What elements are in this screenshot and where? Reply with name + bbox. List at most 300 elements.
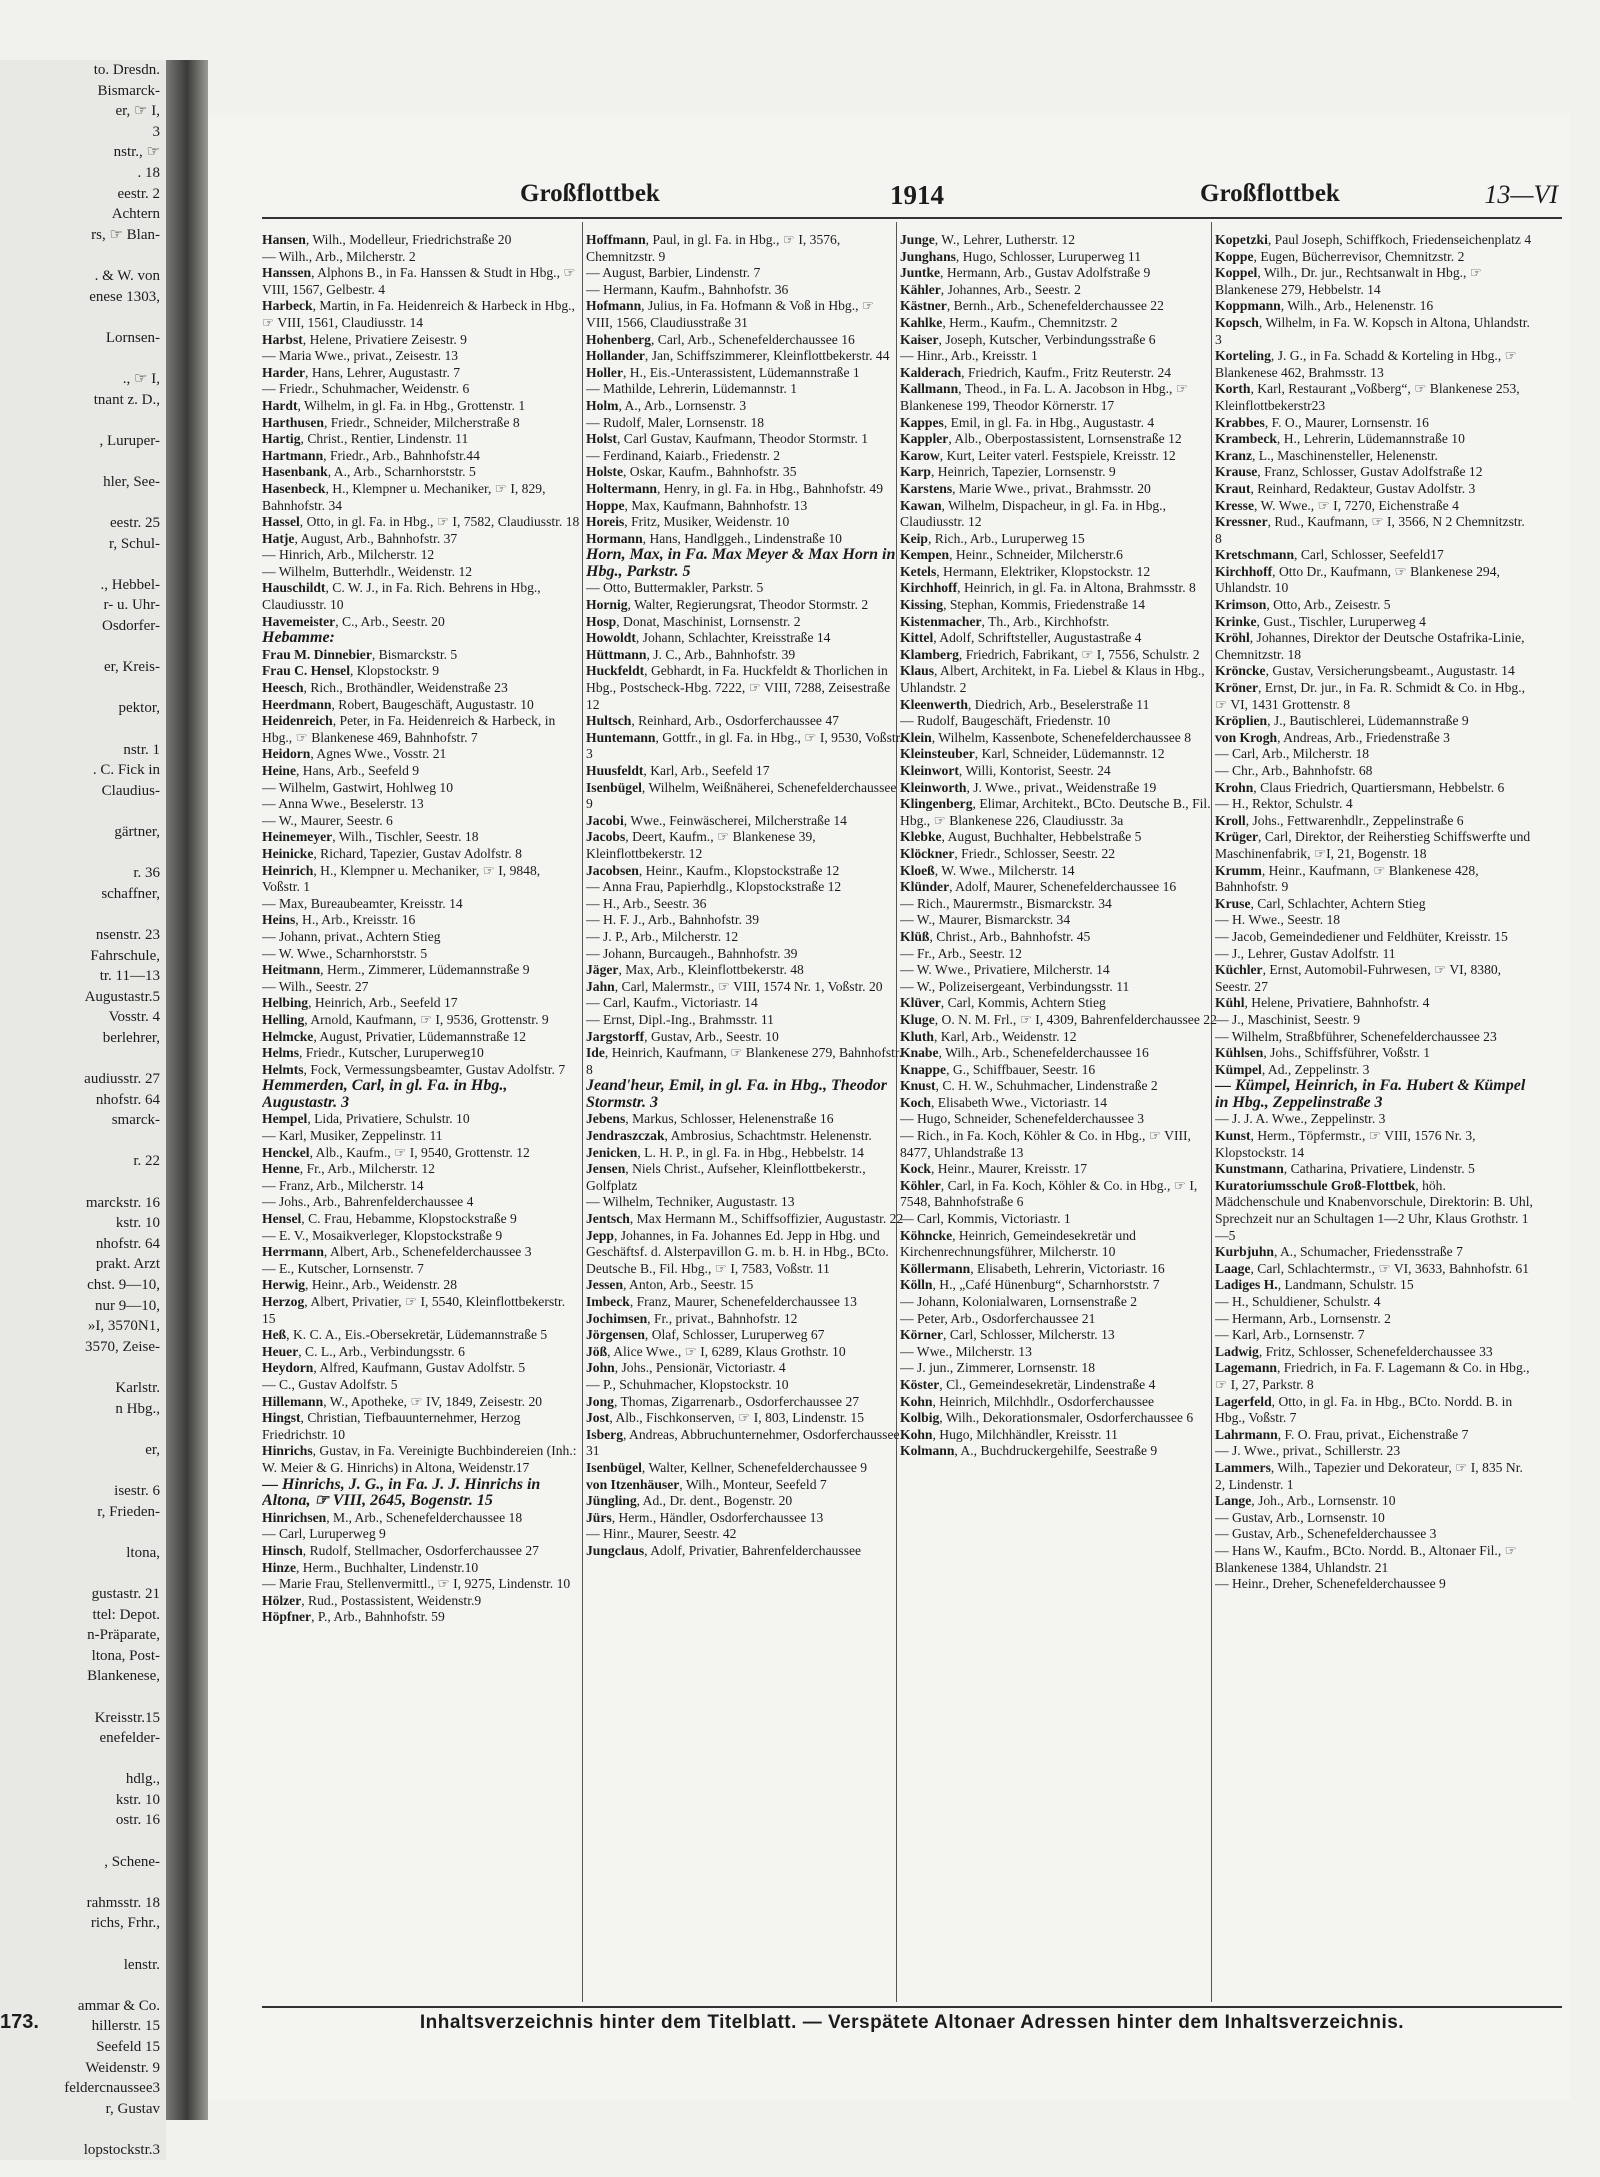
left-page-line: gärtner, [114, 823, 160, 840]
directory-entry: — Rudolf, Baugeschäft, Friedenstr. 10 [900, 713, 1111, 729]
directory-entry: Hohenberg, Carl, Arb., Schenefelderchaussee 16 [586, 331, 855, 347]
directory-entry: — H., Schuldiener, Schulstr. 4 [1215, 1294, 1381, 1309]
left-page-line: er, [145, 1441, 160, 1458]
directory-entry: Havemeister, C., Arb., Seestr. 20 [262, 613, 445, 629]
directory-entry: Krüger, Carl, Direktor, der Reiherstieg Schiffswerfte und Maschinenfabrik, ☞I, 21, Bogenstr. 18 [1215, 829, 1531, 861]
directory-entry: Lammers, Wilh., Tapezier und Dekorateur, ☞ I, 835 Nr. 2, Lindenstr. 1 [1215, 1459, 1523, 1492]
directory-entry: — Carl, Luruperweg 9 [262, 1526, 386, 1542]
left-page-line: , Luruper- [99, 432, 160, 449]
directory-entry: — H., Rektor, Schulstr. 4 [1215, 796, 1353, 812]
directory-entry: Hinsch, Rudolf, Stellmacher, Osdorferchaussee 27 [262, 1542, 539, 1558]
left-page-line [0, 348, 166, 369]
directory-entry: Jacobsen, Heinr., Kaufm., Klopstockstraße 12 [586, 862, 840, 878]
directory-entry: — Rich., in Fa. Koch, Köhler & Co. in Hbg., ☞ VIII, 8477, Uhlandstraße 13 [900, 1128, 1191, 1160]
directory-entry: Isenbügel, Walter, Kellner, Schenefelderchaussee 9 [586, 1459, 868, 1475]
left-page-line [0, 719, 166, 740]
left-page-line: r, Schul- [108, 535, 160, 552]
directory-entry: Krumm, Heinr., Kaufmann, ☞ Blankenese 428, Bahnhofstr. 9 [1215, 862, 1479, 895]
directory-entry: — Carl, Kaufm., Victoriastr. 14 [586, 995, 758, 1011]
directory-entry: Hardt, Wilhelm, in gl. Fa. in Hbg., Grottenstr. 1 [262, 397, 526, 413]
directory-entry: — Chr., Arb., Bahnhofstr. 68 [1215, 763, 1373, 778]
directory-entry: Kranz, L., Maschinensteller, Helenenstr. [1215, 447, 1438, 463]
left-page-number: 173. [0, 2011, 39, 2033]
directory-entry: Jacobi, Wwe., Feinwäscherei, Milcherstraße 14 [586, 812, 847, 828]
directory-entry: — Marie Frau, Stellenvermittl., ☞ I, 9275, Lindenstr. 10 [262, 1576, 571, 1592]
directory-column-3 [900, 232, 1218, 1952]
left-page-line: ltona, [126, 1544, 160, 1561]
left-page-line: nstr. 1 [123, 741, 160, 758]
directory-entry: Klamberg, Friedrich, Fabrikant, ☞ I, 7556, Schulstr. 2 [900, 646, 1200, 662]
directory-entry: Hultsch, Reinhard, Arb., Osdorferchaussee 47 [586, 713, 839, 729]
directory-entry: Kohn, Hugo, Milchhändler, Kreisstr. 11 [900, 1426, 1118, 1442]
directory-entry: Hofmann, Julius, in Fa. Hofmann & Voß in Hbg., ☞ VIII, 1566, Claudiusstraße 31 [586, 298, 875, 330]
directory-entry: — Fr., Arb., Seestr. 12 [900, 945, 1022, 961]
directory-entry: Kempen, Heinr., Schneider, Milcherstr.6 [900, 547, 1123, 563]
directory-entry: Imbeck, Franz, Maurer, Schenefelderchaussee 13 [586, 1294, 857, 1309]
directory-entry: — Wilhelm, Straßbführer, Schenefelderchaussee 23 [1215, 1028, 1497, 1044]
directory-entry: Harbst, Helene, Privatiere Zeisestr. 9 [262, 331, 467, 347]
left-page-line: r- u. Uhr- [103, 597, 160, 614]
left-page-line: r, Frieden- [97, 1503, 160, 1520]
left-page-line: rahmsstr. 18 [86, 1894, 160, 1911]
directory-entry: — Hinrichs, J. G., in Fa. J. J. Hinrichs in Altona, ☞ VIII, 2645, Bogenstr. 15 [262, 1475, 541, 1510]
directory-entry: Karstens, Marie Wwe., privat., Brahmsstr. 20 [900, 480, 1151, 496]
directory-entry: — August, Barbier, Lindenstr. 7 [586, 265, 761, 281]
directory-entry: Kock, Heinr., Maurer, Kreisstr. 17 [900, 1161, 1088, 1177]
left-page-line: 3570, Zeise- [85, 1338, 160, 1355]
left-page-line: 3 [152, 123, 160, 140]
directory-entry: Huntemann, Gottfr., in gl. Fa. in Hbg., ☞ I, 9530, Voßstr. 3 [586, 729, 903, 762]
left-page-line: Karlstr. [115, 1380, 160, 1396]
directory-entry: Harbeck, Martin, in Fa. Heidenreich & Harbeck in Hbg., ☞ VIII, 1561, Claudiusstr. 14 [262, 298, 575, 330]
directory-entry: Heesch, Rich., Brothändler, Weidenstraße 23 [262, 680, 508, 696]
directory-entry: Kaiser, Joseph, Kutscher, Verbindungsstraße 6 [900, 331, 1156, 347]
header-year: 1914 [890, 180, 944, 210]
left-page-line: nhofstr. 64 [95, 1091, 160, 1108]
directory-entry: Hasenbank, A., Arb., Scharnhorststr. 5 [262, 464, 476, 480]
directory-entry: — W. Wwe., Scharnhorststr. 5 [262, 945, 428, 961]
left-page-line: lenstr. [123, 1956, 160, 1973]
left-page-line: enefelder- [99, 1730, 160, 1747]
directory-entry: Kallmann, Theod., in Fa. L. A. Jacobson in Hbg., ☞ Blankenese 199, Theodor Körnerstr. 17 [900, 381, 1188, 413]
directory-entry: Lange, Joh., Arb., Lornsenstr. 10 [1215, 1493, 1396, 1509]
left-page-line: eestr. 25 [110, 515, 160, 532]
left-page-line: ., Hebbel- [100, 576, 160, 593]
directory-entry: Hansen, Wilh., Modelleur, Friedrichstraße 20 [262, 232, 512, 247]
left-page-line [0, 678, 166, 699]
directory-entry: Kappes, Emil, in gl. Fa. in Hbg., Augustastr. 4 [900, 414, 1155, 430]
left-page-line: pektor, [118, 700, 160, 717]
directory-entry: — W., Maurer, Bismarckstr. 34 [900, 912, 1071, 928]
directory-entry: Jong, Thomas, Zigarrenarb., Osdorferchaussee 27 [586, 1393, 860, 1409]
left-page-line [0, 451, 166, 472]
directory-entry: Hensel, C. Frau, Hebamme, Klopstockstraße 9 [262, 1211, 517, 1227]
directory-entry: Kohn, Heinrich, Milchhdlr., Osdorferchaussee [900, 1393, 1155, 1409]
directory-entry: Hinze, Herm., Buchhalter, Lindenstr.10 [262, 1559, 479, 1575]
directory-entry: Jahn, Carl, Malermstr., ☞ VIII, 1574 Nr. 1, Voßstr. 20 [586, 978, 883, 994]
directory-entry: Ladiges H., Landmann, Schulstr. 15 [1215, 1277, 1414, 1293]
left-page-line [0, 1872, 166, 1893]
directory-entry: Kruse, Carl, Schlachter, Achtern Stieg [1215, 895, 1426, 911]
directory-entry: Henckel, Alb., Kaufm., ☞ I, 9540, Grottenstr. 12 [262, 1144, 530, 1160]
left-page-line: Kreisstr.15 [94, 1709, 160, 1726]
left-page-line [0, 492, 166, 513]
directory-entry: Küchler, Ernst, Automobil-Fuhrwesen, ☞ VI, 8380, Seestr. 27 [1215, 962, 1502, 994]
left-page-line: r, Gustav [105, 2100, 160, 2117]
directory-entry: Kolbig, Wilh., Dekorationsmaler, Osdorferchaussee 6 [900, 1410, 1194, 1426]
left-page-line: kstr. 10 [115, 1215, 160, 1232]
left-page-line: Lornsen- [105, 329, 160, 346]
directory-entry: — Carl, Arb., Milcherstr. 18 [1215, 746, 1370, 762]
left-page-line [0, 410, 166, 431]
left-page-line: . C. Fick in [92, 762, 160, 779]
directory-entry: Köhler, Carl, in Fa. Koch, Köhler & Co. in Hbg., ☞ I, 7548, Bahnhofstraße 6 [900, 1177, 1198, 1210]
directory-entry: Kolmann, A., Buchdruckergehilfe, Seestraße 9 [900, 1443, 1158, 1459]
book-gutter [166, 60, 208, 2120]
left-page-fragment [0, 60, 166, 2160]
directory-entry: Heuer, C. L., Arb., Verbindungsstr. 6 [262, 1343, 465, 1359]
directory-entry: — Hermann, Kaufm., Bahnhofstr. 36 [586, 281, 789, 297]
directory-entry: Jendraszczak, Ambrosius, Schachtmstr. Helenenstr. [586, 1128, 872, 1144]
left-page-line [0, 1522, 166, 1543]
left-page-line [0, 637, 166, 658]
directory-entry: Kawan, Wilhelm, Dispacheur, in gl. Fa. in Hbg., Claudiusstr. 12 [900, 497, 1166, 530]
directory-entry: Helmcke, August, Privatier, Lüdemannstraße 12 [262, 1028, 527, 1044]
directory-entry: Hollander, Jan, Schiffszimmerer, Kleinflottbekerstr. 44 [586, 348, 890, 364]
directory-entry: — Jacob, Gemeindediener und Feldhüter, Kreisstr. 15 [1215, 928, 1508, 944]
directory-entry: Jürs, Herm., Händler, Osdorferchaussee 13 [586, 1509, 824, 1525]
left-page-line: prakt. Arzt [95, 1256, 160, 1273]
directory-entry: — Rich., Maurermstr., Bismarckstr. 34 [900, 895, 1112, 911]
directory-entry: — Ferdinand, Kaiarb., Friedenstr. 2 [586, 447, 781, 463]
directory-entry: Helbing, Heinrich, Arb., Seefeld 17 [262, 995, 458, 1011]
left-page-line: hler, See- [103, 473, 160, 490]
directory-entry: Herrmann, Albert, Arb., Schenefelderchaussee 3 [262, 1244, 532, 1260]
left-page-line: ttel: Depot. [92, 1606, 160, 1623]
directory-entry: Kleenwerth, Diedrich, Arb., Beselerstraße 11 [900, 696, 1150, 712]
directory-entry: Ide, Heinrich, Kaufmann, ☞ Blankenese 279, Bahnhofstr. 8 [586, 1045, 903, 1077]
directory-entry: Hartig, Christ., Rentier, Lindenstr. 11 [262, 431, 469, 447]
directory-entry: Helling, Arnold, Kaufmann, ☞ I, 9536, Grottenstr. 9 [262, 1011, 549, 1027]
directory-entry: Kittel, Adolf, Schriftsteller, Augustastraße 4 [900, 630, 1142, 646]
directory-entry: — J. jun., Zimmerer, Lornsenstr. 18 [900, 1360, 1096, 1376]
directory-entry: — Friedr., Schuhmacher, Weidenstr. 6 [262, 381, 470, 397]
directory-entry: Krause, Franz, Schlosser, Gustav Adolfstraße 12 [1215, 464, 1483, 480]
directory-entry: Kölln, H., „Café Hünenburg“, Scharnhorststr. 7 [900, 1277, 1160, 1293]
directory-entry: Hüttmann, J. C., Arb., Bahnhofstr. 39 [586, 646, 796, 662]
left-page-line: eestr. 2 [117, 185, 160, 202]
directory-entry: Jensen, Niels Christ., Aufseher, Kleinflottbekerstr., Golfplatz [586, 1161, 866, 1193]
left-page-line: Weidenstr. 9 [85, 2059, 160, 2076]
left-page-line: Osdorfer- [101, 618, 160, 635]
directory-entry: Kröplien, J., Bautischlerei, Lüdemannstraße 9 [1215, 713, 1469, 729]
left-page-line: nur 9—10, [95, 1297, 160, 1314]
left-page-line: audiusstr. 27 [84, 1071, 160, 1088]
directory-entry: — Mathilde, Lehrerin, Lüdemannstr. 1 [586, 381, 798, 397]
directory-entry: — W. Wwe., Privatiere, Milcherstr. 14 [900, 962, 1110, 978]
directory-entry: Horeis, Fritz, Musiker, Weidenstr. 10 [586, 514, 790, 530]
directory-entry: — Hinr., Maurer, Seestr. 42 [586, 1526, 737, 1542]
left-page-line: er, ☞ I, [115, 103, 160, 120]
directory-entry: — Max, Bureaubeamter, Kreisstr. 14 [262, 895, 463, 911]
left-page-line: Seefeld 15 [96, 2039, 160, 2055]
directory-entry: Koppe, Eugen, Bücherrevisor, Chemnitzstr. 2 [1215, 248, 1465, 264]
directory-entry: Hornig, Walter, Regierungsrat, Theodor Stormstr. 2 [586, 597, 869, 613]
directory-entry: — Wilh., Seestr. 27 [262, 978, 369, 994]
directory-entry: Körner, Carl, Schlosser, Milcherstr. 13 [900, 1327, 1115, 1343]
left-page-line: kstr. 10 [115, 1791, 160, 1808]
directory-entry: Kappler, Alb., Oberpostassistent, Lornsenstraße 12 [900, 431, 1182, 447]
directory-entry: Isenbügel, Wilhelm, Weißnäherei, Schenefelderchaussee 9 [586, 779, 897, 812]
directory-entry: Ketels, Hermann, Elektriker, Klopstockstr. 12 [900, 563, 1151, 579]
left-page-line [0, 1687, 166, 1708]
directory-entry: Kühlsen, Johs., Schiffsführer, Voßstr. 1 [1215, 1045, 1431, 1061]
directory-entry: Kleinworth, J. Wwe., privat., Weidenstraße 19 [900, 779, 1157, 795]
directory-entry: Kretschmann, Carl, Schlosser, Seefeld17 [1215, 547, 1444, 563]
left-page-line: Fahrschule, [90, 947, 160, 964]
left-page-line: ltona, Post- [91, 1647, 160, 1664]
directory-entry: Klein, Wilhelm, Kassenbote, Schenefelderchaussee 8 [900, 729, 1192, 745]
directory-entry: Hartmann, Friedr., Arb., Bahnhofstr.44 [262, 447, 480, 463]
directory-column-1 [262, 232, 580, 1952]
directory-entry: Lahrmann, F. O. Frau, privat., Eichenstraße 7 [1215, 1426, 1469, 1442]
left-page-line: nhofstr. 64 [95, 1235, 160, 1252]
directory-entry: Kistenmacher, Th., Arb., Kirchhofstr. [900, 613, 1110, 629]
directory-entry: — P., Schuhmacher, Klopstockstr. 10 [586, 1376, 789, 1392]
directory-entry: — Gustav, Arb., Lornsenstr. 10 [1215, 1509, 1385, 1525]
left-page-line [0, 1419, 166, 1440]
directory-entry: — Wilhelm, Techniker, Augustastr. 13 [586, 1194, 795, 1210]
left-page-line: ., ☞ I, [122, 370, 160, 387]
directory-entry: Kunst, Herm., Töpfermstr., ☞ VIII, 1576 Nr. 3, Klopstockstr. 14 [1215, 1128, 1476, 1160]
directory-entry: Kümpel, Ad., Zeppelinstr. 3 [1215, 1061, 1370, 1077]
directory-entry: Krinke, Gust., Tischler, Luruperweg 4 [1215, 613, 1426, 629]
left-page-line: ammar & Co. [77, 1997, 160, 2014]
left-page-line [0, 245, 166, 266]
directory-entry: Holtermann, Henry, in gl. Fa. in Hbg., Bahnhofstr. 49 [586, 480, 884, 496]
directory-entry: Heinrich, H., Klempner u. Mechaniker, ☞ I, 9848, Voßstr. 1 [262, 862, 541, 895]
directory-entry: Krimson, Otto, Arb., Zeisestr. 5 [1215, 597, 1391, 613]
left-page-line: rs, ☞ Blan- [91, 226, 160, 243]
directory-entry: Jebens, Markus, Schlosser, Helenenstraße 16 [586, 1111, 834, 1127]
directory-entry: Frau C. Hensel, Klopstockstr. 9 [262, 663, 440, 679]
directory-entry: Henne, Fr., Arb., Milcherstr. 12 [262, 1161, 435, 1177]
left-page-line [0, 843, 166, 864]
directory-entry: — Hans W., Kaufm., BCto. Nordd. B., Altonaer Fil., ☞ Blankenese 1384, Uhlandstr. 21 [1215, 1542, 1517, 1575]
directory-entry: Laage, Carl, Schlachtermstr., ☞ VI, 3633, Bahnhofstr. 61 [1215, 1260, 1529, 1276]
directory-entry: Kuratoriumsschule Groß-Flottbek, höh. Mädchenschule und Knabenvorschule, Direktorin: B. Uhl, Sprechzeit nur an Schultagen 1—2 Uhr, Klaus Grothstr. 1—5 [1215, 1177, 1533, 1243]
directory-entry: Helmts, Fock, Vermessungsbeamter, Gustav Adolfstr. 7 [262, 1061, 566, 1077]
directory-entry: Heydorn, Alfred, Kaufmann, Gustav Adolfstr. 5 [262, 1360, 526, 1376]
directory-entry: Höpfner, P., Arb., Bahnhofstr. 59 [262, 1609, 445, 1625]
directory-entry: Krohn, Claus Friedrich, Quartiersmann, Hebbelstr. 6 [1215, 779, 1505, 795]
directory-entry: Klingenberg, Elimar, Architekt., BCto. Deutsche B., Fil. Hbg., ☞ Blankenese 226, Claudiusstr. 3a [900, 796, 1211, 828]
directory-entry: — Franz, Arb., Milcherstr. 14 [262, 1177, 424, 1193]
left-page-line: berlehrer, [102, 1029, 160, 1046]
left-page-line [0, 1934, 166, 1955]
directory-entry: Heidenreich, Peter, in Fa. Heidenreich & Harbeck, in Hbg., ☞ Blankenese 469, Bahnhofstr. 7 [262, 713, 556, 745]
directory-entry: — Hinr., Arb., Kreisstr. 1 [900, 348, 1038, 364]
directory-entry: Hinrichsen, M., Arb., Schenefelderchaussee 18 [262, 1509, 523, 1525]
directory-entry: Jessen, Anton, Arb., Seestr. 15 [586, 1277, 754, 1293]
directory-entry: Hölzer, Rud., Postassistent, Weidenstr.9 [262, 1592, 482, 1608]
directory-entry: — Wwe., Milcherstr. 13 [900, 1343, 1032, 1359]
directory-entry: Herzog, Albert, Privatier, ☞ I, 5540, Kleinflottbekerstr. 15 [262, 1294, 566, 1326]
directory-entry: Frau M. Dinnebier, Bismarckstr. 5 [262, 646, 458, 662]
directory-entry: Heitmann, Herm., Zimmerer, Lüdemannstraße 9 [262, 962, 530, 978]
left-page-line: enese 1303, [89, 288, 160, 305]
directory-entry: Klöckner, Friedr., Schlosser, Seestr. 22 [900, 845, 1116, 861]
directory-entry: — J., Lehrer, Gustav Adolfstr. 11 [1215, 945, 1396, 961]
directory-entry: Klaus, Albert, Architekt, in Fa. Liebel & Klaus in Hbg., Uhlandstr. 2 [900, 663, 1205, 696]
left-page-line: tr. 11—13 [99, 968, 160, 985]
left-page-line [0, 1563, 166, 1584]
left-page-line: Augustastr.5 [84, 988, 160, 1005]
directory-entry: — E., Kutscher, Lornsenstr. 7 [262, 1260, 424, 1276]
directory-entry: — Kümpel, Heinrich, in Fa. Hubert & Kümpel in Hbg., Zeppelinstraße 3 [1215, 1077, 1526, 1111]
directory-entry: — Gustav, Arb., Schenefelderchaussee 3 [1215, 1526, 1437, 1542]
directory-entry: Holste, Oskar, Kaufm., Bahnhofstr. 35 [586, 464, 797, 480]
directory-entry: Hauschildt, C. W. J., in Fa. Rich. Behrens in Hbg., Claudiusstr. 10 [262, 580, 541, 613]
left-page-line: smarck- [111, 1112, 160, 1129]
page-number: 13—VI [1484, 180, 1558, 209]
left-page-line [0, 1049, 166, 1070]
directory-entry: — H. Wwe., Seestr. 18 [1215, 912, 1341, 928]
directory-entry: Holm, A., Arb., Lornsenstr. 3 [586, 397, 747, 413]
directory-entry: Jargstorff, Gustav, Arb., Seestr. 10 [586, 1028, 779, 1044]
header-left-title: Großflottbek [520, 180, 660, 207]
directory-entry: Knust, C. H. W., Schuhmacher, Lindenstraße 2 [900, 1078, 1158, 1094]
directory-entry: — Johann, privat., Achtern Stieg [262, 928, 441, 944]
directory-entry: — Rudolf, Maler, Lornsenstr. 18 [586, 414, 765, 430]
directory-entry: Hoffmann, Paul, in gl. Fa. in Hbg., ☞ I, 3576, Chemnitzstr. 9 [586, 232, 841, 264]
directory-entry: Kähler, Johannes, Arb., Seestr. 2 [900, 281, 1081, 297]
left-page-line: . & W. von [94, 267, 160, 284]
left-page-line: nsenstr. 23 [95, 926, 160, 943]
directory-entry: — E. V., Mosaikverleger, Klopstockstraße 9 [262, 1227, 503, 1243]
directory-entry: — Hermann, Arb., Lornsenstr. 2 [1215, 1310, 1391, 1326]
directory-entry: Heinicke, Richard, Tapezier, Gustav Adolfstr. 8 [262, 845, 522, 861]
directory-entry: Kurbjuhn, A., Schumacher, Friedensstraße 7 [1215, 1244, 1463, 1260]
left-page-line: Blankenese, [87, 1668, 160, 1685]
left-page-line [0, 1172, 166, 1193]
directory-entry: Keip, Rich., Arb., Luruperweg 15 [900, 530, 1085, 546]
directory-entry: Köhncke, Heinrich, Gemeindesekretär und Kirchenrechnungsführer, Milcherstr. 10 [900, 1227, 1136, 1260]
directory-entry: Hatje, August, Arb., Bahnhofstr. 37 [262, 530, 458, 546]
directory-entry: Horn, Max, in Fa. Max Meyer & Max Horn in Hbg., Parkstr. 5 [586, 546, 896, 580]
directory-entry: — W., Polizeisergeant, Verbindungsstr. 11 [900, 978, 1130, 994]
directory-entry: Lagemann, Friedrich, in Fa. F. Lagemann & Co. in Hbg., ☞ I, 27, Parkstr. 8 [1215, 1360, 1530, 1392]
directory-entry: — Anna Wwe., Beselerstr. 13 [262, 796, 424, 812]
directory-entry: Kopsch, Wilhelm, in Fa. W. Kopsch in Altona, Uhlandstr. 3 [1215, 314, 1530, 347]
directory-entry: Heß, K. C. A., Eis.-Obersekretär, Lüdemannstraße 5 [262, 1327, 548, 1343]
directory-entry: Hinrichs, Gustav, in Fa. Vereinigte Buchbindereien (Inh.: W. Meier & G. Hinrichs) in Altona, Weidenstr.17 [262, 1443, 577, 1475]
directory-entry: Kunstmann, Catharina, Privatiere, Lindenstr. 5 [1215, 1161, 1475, 1177]
directory-entry: Jungclaus, Adolf, Privatier, Bahrenfelderchaussee [586, 1542, 862, 1558]
directory-entry: Klüver, Carl, Kommis, Achtern Stieg [900, 995, 1106, 1011]
directory-entry: von Krogh, Andreas, Arb., Friedenstraße 3 [1215, 729, 1450, 745]
column-divider [582, 222, 583, 2002]
directory-column-4 [1215, 232, 1533, 1952]
left-page-line: ostr. 16 [115, 1812, 160, 1829]
directory-entry: Kirchhoff, Heinrich, in gl. Fa. in Altona, Brahmsstr. 8 [900, 580, 1196, 596]
directory-entry: Jüngling, Ad., Dr. dent., Bogenstr. 20 [586, 1493, 793, 1509]
directory-entry: Harthusen, Friedr., Schneider, Milcherstraße 8 [262, 414, 520, 430]
directory-column-2 [586, 232, 904, 1952]
directory-entry: Köllermann, Elisabeth, Lehrerin, Victoriastr. 16 [900, 1260, 1165, 1276]
directory-entry: Kroll, Johs., Fettwarenhdlr., Zeppelinstraße 6 [1215, 812, 1464, 828]
left-page-line: isestr. 6 [114, 1482, 160, 1499]
left-page-line [0, 1131, 166, 1152]
directory-entry: Kirchhoff, Otto Dr., Kaufmann, ☞ Blankenese 294, Uhlandstr. 10 [1215, 563, 1500, 596]
directory-entry: Kopetzki, Paul Joseph, Schiffkoch, Friedenseichenplatz 4 [1215, 232, 1532, 247]
directory-entry: — Anna Frau, Papierhdlg., Klopstockstraße 12 [586, 879, 842, 895]
directory-entry: Korteling, J. G., in Fa. Schadd & Korteling in Hbg., ☞ Blankenese 462, Brahmsstr. 13 [1215, 348, 1517, 380]
directory-entry: Hanssen, Alphons B., in Fa. Hanssen & Studt in Hbg., ☞ VIII, 1567, Gelbestr. 4 [262, 265, 576, 297]
directory-entry: Kraut, Reinhard, Redakteur, Gustav Adolfstr. 3 [1215, 480, 1476, 496]
left-page-line: nstr., ☞ [113, 144, 160, 161]
directory-entry: — Maria Wwe., privat., Zeisestr. 13 [262, 348, 459, 364]
directory-entry: Kröncke, Gustav, Versicherungsbeamt., Augustastr. 14 [1215, 663, 1515, 679]
directory-entry: Hebamme: [262, 629, 335, 647]
directory-entry: Hosp, Donat, Maschinist, Lornsenstr. 2 [586, 613, 801, 629]
directory-entry: von Itzenhäuser, Wilh., Monteur, Seefeld 7 [586, 1476, 827, 1492]
directory-entry: Kleinsteuber, Karl, Schneider, Lüdemannstr. 12 [900, 746, 1165, 762]
directory-entry: — Otto, Buttermakler, Parkstr. 5 [586, 580, 764, 596]
left-page-line: r. 22 [133, 1153, 160, 1170]
directory-entry: Hoppe, Max, Kaufmann, Bahnhofstr. 13 [586, 497, 808, 513]
directory-entry: Jöß, Alice Wwe., ☞ I, 6289, Klaus Grothstr. 10 [586, 1343, 846, 1359]
directory-entry: Howoldt, Johann, Schlachter, Kreisstraße 14 [586, 630, 831, 646]
directory-entry: Herwig, Heinr., Arb., Weidenstr. 28 [262, 1277, 457, 1293]
footer-note: Inhaltsverzeichnis hinter dem Titelblatt. — Verspätete Altonaer Adressen hinter dem Inhaltsverzeichnis. [419, 2012, 1405, 2033]
directory-entry: Hempel, Lida, Privatiere, Schulstr. 10 [262, 1111, 470, 1127]
directory-entry: Heidorn, Agnes Wwe., Vosstr. 21 [262, 746, 447, 762]
directory-entry: Kloeß, W. Wwe., Milcherstr. 14 [900, 862, 1075, 878]
directory-entry: Kluge, O. N. M. Frl., ☞ I, 4309, Bahrenfelderchaussee 22 [900, 1011, 1217, 1027]
directory-entry: — J. Wwe., privat., Schillerstr. 23 [1215, 1443, 1401, 1459]
directory-entry: Kissing, Stephan, Kommis, Friedenstraße 14 [900, 597, 1146, 613]
directory-entry: Knappe, G., Schiffbauer, Seestr. 16 [900, 1061, 1096, 1077]
directory-entry: Kühl, Helene, Privatiere, Bahnhofstr. 4 [1215, 995, 1430, 1011]
directory-entry: Helms, Friedr., Kutscher, Luruperweg10 [262, 1045, 484, 1061]
directory-entry: John, Johs., Pensionär, Victoriastr. 4 [586, 1360, 786, 1376]
directory-entry: Juntke, Hermann, Arb., Gustav Adolfstraße 9 [900, 265, 1151, 281]
directory-entry: Jäger, Max, Arb., Kleinflottbekerstr. 48 [586, 962, 804, 978]
directory-entry: — Heinr., Dreher, Schenefelderchaussee 9 [1215, 1576, 1446, 1592]
header-right-title: Großflottbek [1200, 180, 1340, 207]
directory-entry: Hingst, Christian, Tiefbauunternehmer, Herzog Friedrichstr. 10 [262, 1410, 521, 1442]
left-page-line: marckstr. 16 [85, 1194, 160, 1211]
left-page-line: »I, 3570N1, [87, 1318, 160, 1335]
directory-entry: — Johann, Kolonialwaren, Lornsenstraße 2 [900, 1294, 1138, 1309]
left-page-line: gustastr. 21 [91, 1585, 160, 1602]
directory-entry: Klüß, Christ., Arb., Bahnhofstr. 45 [900, 928, 1091, 944]
directory-entry: Hassel, Otto, in gl. Fa. in Hbg., ☞ I, 7582, Claudiusstr. 18 [262, 514, 580, 530]
directory-entry: — Peter, Arb., Osdorferchaussee 21 [900, 1310, 1096, 1326]
directory-entry: Kröhl, Johannes, Direktor der Deutsche Ostafrika-Linie, Chemnitzstr. 18 [1215, 630, 1525, 662]
directory-entry: Lagerfeld, Otto, in gl. Fa. in Hbg., BCto. Nordd. B. in Hbg., Voßstr. 7 [1215, 1393, 1513, 1426]
directory-entry: Koch, Elisabeth Wwe., Victoriastr. 14 [900, 1094, 1108, 1110]
directory-entry: Hemmerden, Carl, in gl. Fa. in Hbg., Augustastr. 3 [262, 1077, 508, 1111]
left-page-line: Claudius- [101, 782, 160, 799]
directory-entry: — Johann, Burcaugeh., Bahnhofstr. 39 [586, 945, 798, 961]
directory-entry: Holler, H., Eis.-Unterassistent, Lüdemannstraße 1 [586, 364, 860, 380]
directory-entry: Koppel, Wilh., Dr. jur., Rechtsanwalt in Hbg., ☞ Blankenese 279, Hebbelstr. 14 [1215, 265, 1483, 297]
left-page-line: n-Präparate, [87, 1627, 160, 1644]
left-page-line [0, 904, 166, 925]
left-page-line [0, 1975, 166, 1996]
